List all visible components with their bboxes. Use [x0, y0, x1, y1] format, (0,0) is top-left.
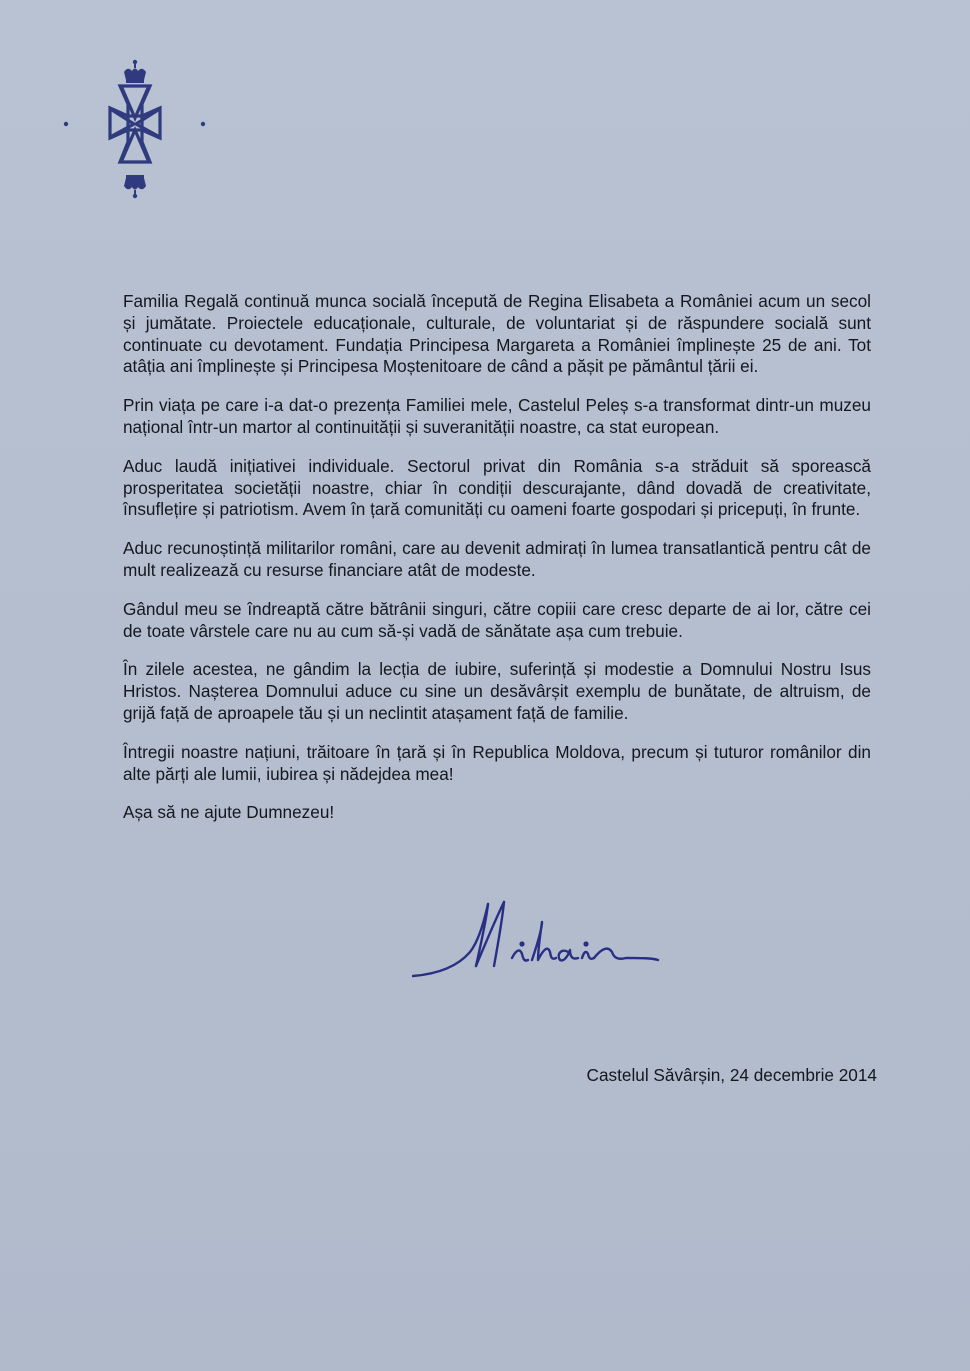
closing-line: Așa să ne ajute Dumnezeu!	[123, 802, 335, 823]
paragraph: Întregii noastre națiuni, trăitoare în țară și în Republica Moldova, precum și tuturor românilor din alte părți ale lumii, iubirea și nădejdea mea!	[123, 741, 871, 784]
handwritten-signature	[408, 892, 664, 984]
paragraph: Aduc recunoștință militarilor români, care au devenit admirați în lumea transatlantică pentru cât de mult realizează cu resurse financiare atât de modeste.	[123, 538, 871, 580]
paragraph: Familia Regală continuă munca socială începută de Regina Elisabeta a României acum un secol și jumătate. Proiectele educaționale, culturale, de voluntariat și de răspundere socială sunt continuate cu devotament. Fundația Principesa Margareta a României împlinește 25 de ani. Tot atâția ani împlinește și Principesa Moștenitoare de când a pășit pe pământul țării ei.	[123, 291, 871, 377]
paragraph: Prin viața pe care i-a dat-o prezența Familiei mele, Castelul Peleș s-a transformat dintr-un muzeu național într-un martor al continuității și suveranității noastre, ca stat european.	[123, 395, 871, 437]
paragraph: Aduc laudă inițiativei individuale. Sectorul privat din România s-a străduit să sporească prosperitatea societății noastre, chiar în condiții descurajante, dând dovadă de creativitate, însuflețire și patriotism. Avem în țară comunități cu oameni foarte gospodari și pricepuți, în frunte.	[123, 455, 871, 520]
place-date: Castelul Săvârșin, 24 decembrie 2014	[586, 1065, 877, 1085]
royal-cross-monogram-icon	[62, 58, 207, 200]
paragraph: În zilele acestea, ne gândim la lecția de iubire, suferință și modestie a Domnului Nostru Isus Hristos. Nașterea Domnului aduce cu sine un desăvârșit exemplu de bunătate, de altruism, de grijă față de aproapele tău și un neclintit atașament față de familie.	[123, 659, 871, 723]
paragraph: Gândul meu se îndreaptă către bătrânii singuri, către copiii care cresc departe de ai lor, către cei de toate vârstele care nu au cum să-și vadă de sănătate așa cum trebuie.	[123, 598, 871, 641]
letter-body	[123, 291, 871, 841]
